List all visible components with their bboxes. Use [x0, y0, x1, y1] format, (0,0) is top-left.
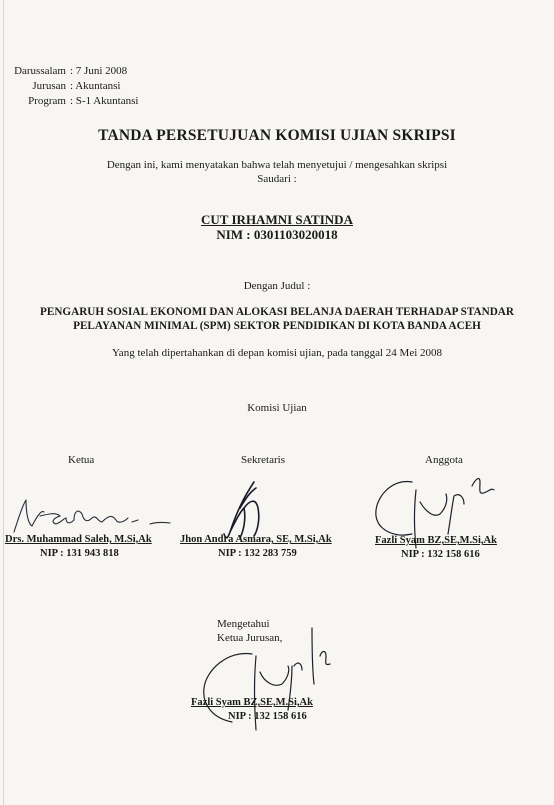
header-meta — [0, 64, 138, 109]
meta-label-department: Jurusan — [32, 80, 66, 92]
kajur-name: Fazli Syam BZ,SE,M.Si,Ak — [191, 697, 313, 708]
thesis-title-line-2: PELAYANAN MINIMAL (SPM) SEKTOR PENDIDIKAN DI KOTA BANDA ACEH — [73, 320, 481, 332]
committee-label: Komisi Ujian — [247, 402, 307, 414]
student-nim: NIM : 0301103020018 — [216, 227, 338, 242]
kajur-nip: NIP : 132 158 616 — [228, 711, 307, 722]
approval-line-2: Ketua Jurusan, — [217, 632, 283, 644]
page-title: TANDA PERSETUJUAN KOMISI UJIAN SKRIPSI — [98, 127, 456, 144]
anggota-nip: NIP : 132 158 616 — [401, 549, 480, 560]
judul-label: Dengan Judul : — [243, 280, 311, 292]
meta-label-program: Program — [28, 95, 66, 107]
thesis-title — [0, 305, 554, 333]
intro-text — [0, 158, 554, 186]
signature-anggota — [368, 468, 518, 560]
intro-line-1: Dengan ini, kami menyatakan bahwa telah menyetujui / mengesahkan skripsi — [106, 159, 448, 171]
meta-row-place — [0, 64, 138, 79]
approval-line-1: Mengetahui — [217, 618, 270, 630]
thesis-title-line-1: PENGARUH SOSIAL EKONOMI DAN ALOKASI BELANJA DAERAH TERHADAP STANDAR — [40, 306, 514, 318]
defended-statement: Yang telah dipertahankan di depan komisi ujian, pada tanggal 24 Mei 2008 — [111, 347, 443, 359]
role-ketua: Ketua — [68, 454, 95, 466]
student-name: CUT IRHAMNI SATINDA — [201, 212, 353, 227]
meta-value-department: : Akuntansi — [70, 80, 121, 92]
meta-row-department — [0, 79, 138, 94]
ketua-name: Drs. Muhammad Saleh, M.Si,Ak — [5, 534, 152, 545]
ketua-nip: NIP : 131 943 818 — [40, 548, 119, 559]
role-sekretaris: Sekretaris — [241, 454, 285, 466]
sekretaris-name: Jhon Andra Asmara, SE, M.Si,Ak — [180, 534, 332, 545]
anggota-name: Fazli Syam BZ,SE,M.Si,Ak — [375, 535, 497, 546]
meta-row-program — [0, 94, 138, 109]
meta-value-program: : S-1 Akuntansi — [70, 95, 139, 107]
meta-value-date: : 7 Juni 2008 — [70, 65, 128, 77]
role-anggota: Anggota — [425, 454, 463, 466]
sekretaris-nip: NIP : 132 283 759 — [218, 548, 297, 559]
meta-label-place: Darussalam — [14, 65, 66, 77]
signature-ketua — [4, 492, 174, 540]
intro-line-2: Saudari : — [257, 173, 297, 185]
